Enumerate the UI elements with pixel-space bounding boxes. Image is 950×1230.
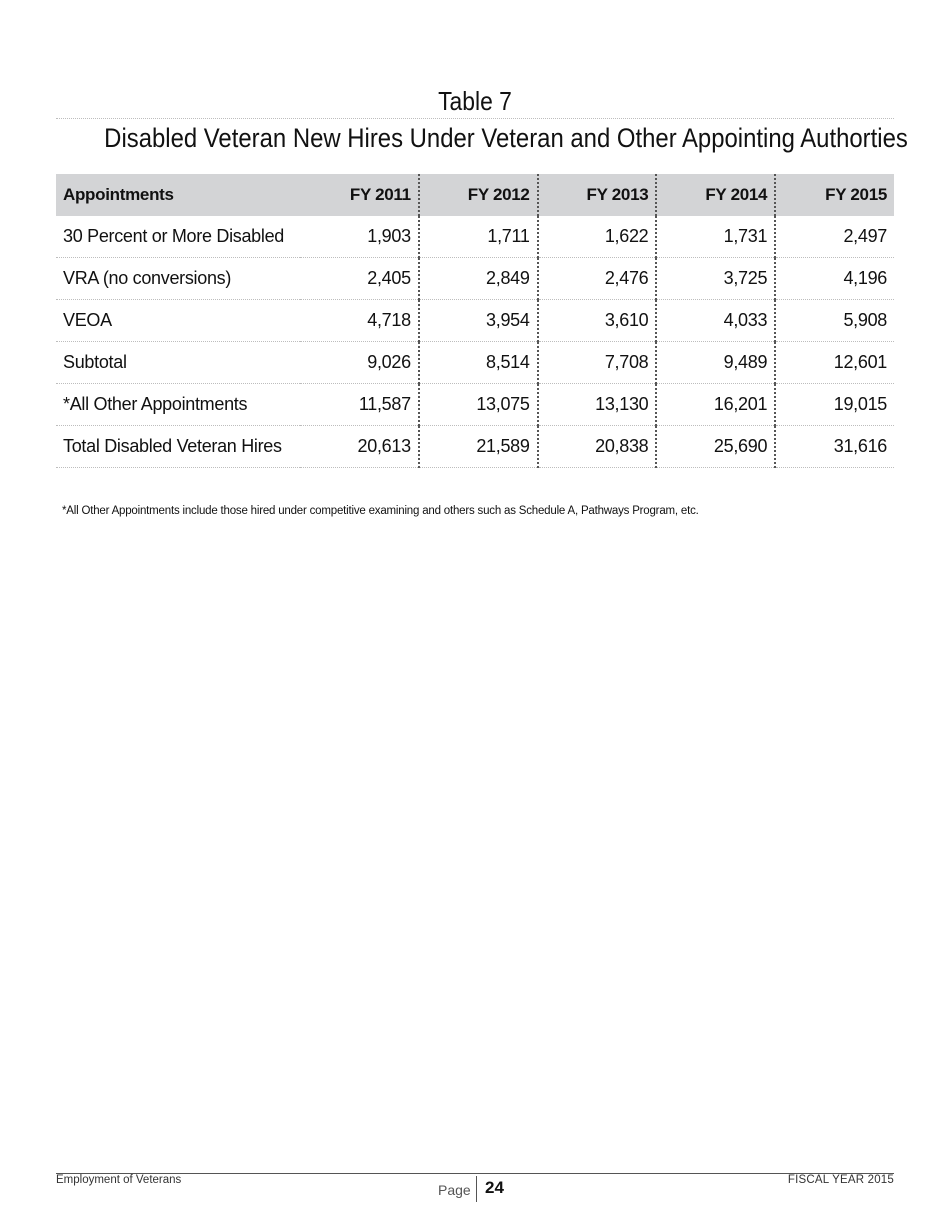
table-cell: 25,690 — [656, 426, 775, 468]
table-cell: 3,610 — [538, 300, 657, 342]
column-header-appointments: Appointments — [56, 174, 300, 216]
header-row — [56, 174, 894, 216]
table-heading — [56, 84, 908, 156]
table-number: Table 7 — [438, 86, 512, 116]
table-cell: 7,708 — [538, 342, 657, 384]
table-cell: 2,476 — [538, 258, 657, 300]
table-cell: 3,725 — [656, 258, 775, 300]
table-row — [56, 342, 894, 384]
table-row — [56, 384, 894, 426]
page-number-divider — [476, 1176, 477, 1202]
table-cell: 21,589 — [419, 426, 538, 468]
footer-section-title: Employment of Veterans — [56, 1174, 182, 1186]
table-cell: 4,718 — [300, 300, 419, 342]
table-cell: 9,489 — [656, 342, 775, 384]
row-label: VEOA — [56, 300, 300, 342]
table-cell: 4,033 — [656, 300, 775, 342]
table-cell: 1,731 — [656, 216, 775, 258]
table-cell: 5,908 — [775, 300, 894, 342]
title-divider — [56, 118, 894, 119]
footnote: *All Other Appointments include those hired under competitive examining and others such as Schedule A, Pathways Program, etc. — [62, 505, 699, 517]
table-cell: 11,587 — [300, 384, 419, 426]
table-cell: 1,622 — [538, 216, 657, 258]
table-title: Disabled Veteran New Hires Under Veteran and Other Appointing Authorties — [104, 123, 908, 153]
table-cell: 9,026 — [300, 342, 419, 384]
table-cell: 13,130 — [538, 384, 657, 426]
row-label: VRA (no conversions) — [56, 258, 300, 300]
footer-fiscal-year: FISCAL YEAR 2015 — [787, 1174, 894, 1186]
row-label: Total Disabled Veteran Hires — [56, 426, 300, 468]
page-number: 24 — [485, 1178, 504, 1197]
table-cell: 12,601 — [775, 342, 894, 384]
table-cell: 13,075 — [419, 384, 538, 426]
table-cell: 1,711 — [419, 216, 538, 258]
column-header-fy2012: FY 2012 — [419, 174, 538, 216]
table-cell: 20,613 — [300, 426, 419, 468]
table-row — [56, 426, 894, 468]
column-header-fy2013: FY 2013 — [538, 174, 657, 216]
table-row — [56, 300, 894, 342]
page-label: Page — [438, 1182, 471, 1198]
row-label: Subtotal — [56, 342, 300, 384]
table-cell: 31,616 — [775, 426, 894, 468]
row-label: 30 Percent or More Disabled — [56, 216, 300, 258]
column-header-fy2014: FY 2014 — [656, 174, 775, 216]
table-cell: 20,838 — [538, 426, 657, 468]
footer-divider — [56, 1173, 894, 1174]
table-cell: 2,405 — [300, 258, 419, 300]
table-cell: 8,514 — [419, 342, 538, 384]
table-row — [56, 216, 894, 258]
table-cell: 4,196 — [775, 258, 894, 300]
table-cell: 19,015 — [775, 384, 894, 426]
row-label: *All Other Appointments — [56, 384, 300, 426]
table-row — [56, 258, 894, 300]
data-table — [56, 174, 894, 468]
table-cell: 16,201 — [656, 384, 775, 426]
table-cell: 3,954 — [419, 300, 538, 342]
table-cell: 2,497 — [775, 216, 894, 258]
table-cell: 1,903 — [300, 216, 419, 258]
column-header-fy2011: FY 2011 — [300, 174, 419, 216]
column-header-fy2015: FY 2015 — [775, 174, 894, 216]
table-cell: 2,849 — [419, 258, 538, 300]
